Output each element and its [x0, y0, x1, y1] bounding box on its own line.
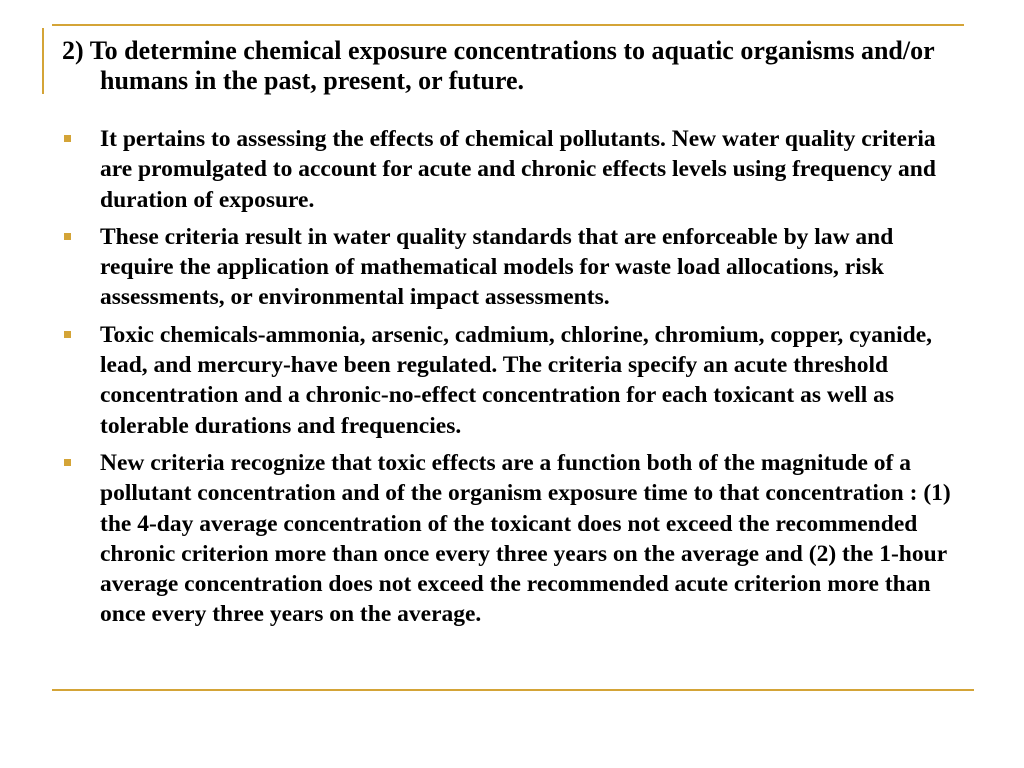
top-rule	[52, 24, 964, 26]
bullet-text: New criteria recognize that toxic effects are a function both of the magnitude of a pollutant concentration and of the organism exposure time to that concentration : (1) the 4-day average concentration of the toxicant does not exceed the recommended chronic criterion more than once every three years on the average and (2) the 1-hour average concentration does not exceed the recommended acute criterion more than once every three years on the average.	[100, 449, 951, 628]
square-bullet-icon	[64, 135, 71, 142]
bullet-text: It pertains to assessing the effects of chemical pollutants. New water quality criteria are promulgated to account for acute and chronic effects levels using frequency and duration of exposure.	[100, 126, 936, 213]
bullet-item	[60, 222, 970, 313]
bullet-item	[60, 320, 970, 441]
bullet-text: Toxic chemicals-ammonia, arsenic, cadmium, chlorine, chromium, copper, cyanide, lead, and mercury-have been regulated. The criteria specify an acute threshold concentration and a chronic-no-effect concentration for each toxicant as well as tolerable durations and frequencies.	[100, 321, 933, 439]
bullet-text: These criteria result in water quality standards that are enforceable by law and require the application of mathematical models for waste load allocations, risk assessments, or environmental impact assessments.	[100, 223, 894, 311]
slide-title: 2) To determine chemical exposure concentrations to aquatic organisms and/or humans in the past, present, or future.	[62, 36, 935, 95]
bullet-item	[60, 124, 970, 215]
square-bullet-icon	[64, 233, 71, 240]
square-bullet-icon	[64, 459, 71, 466]
left-rule	[42, 28, 44, 94]
bottom-rule	[52, 689, 974, 691]
bullet-list	[60, 124, 970, 637]
square-bullet-icon	[64, 331, 71, 338]
bullet-item	[60, 448, 970, 630]
